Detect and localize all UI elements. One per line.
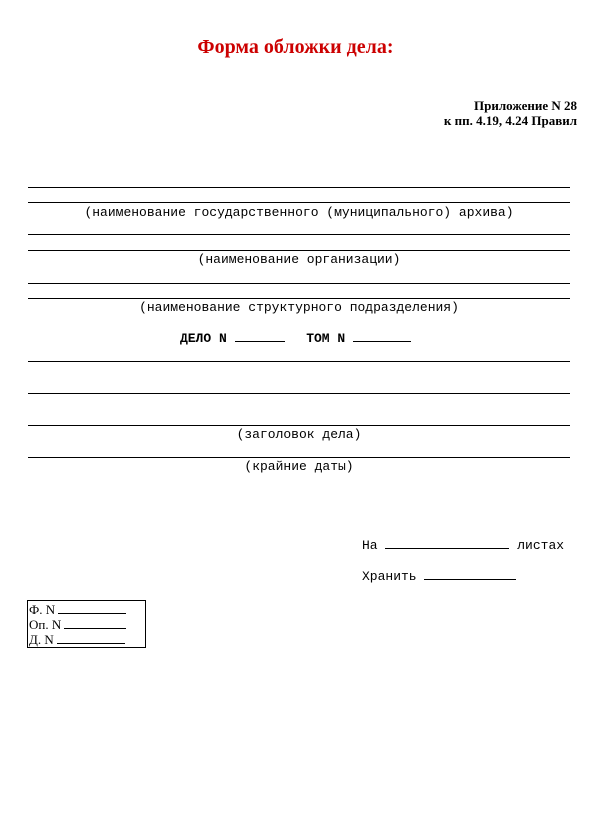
sheets-prefix: На xyxy=(362,538,378,553)
volume-number-label: ТОМ N xyxy=(306,331,346,346)
dates-caption: (крайние даты) xyxy=(244,459,354,474)
archive-line-1 xyxy=(28,187,570,188)
sheets-count-field[interactable] xyxy=(385,538,509,549)
organization-caption: (наименование организации) xyxy=(197,252,401,267)
appendix-number: Приложение N 28 xyxy=(474,98,577,113)
case-title-line-3 xyxy=(28,425,570,426)
case-number-label: ДЕЛО N xyxy=(179,331,227,346)
fond-row xyxy=(29,602,145,617)
department-line-2 xyxy=(28,298,570,299)
storage-label: Хранить xyxy=(362,569,417,584)
opis-field[interactable] xyxy=(64,619,126,629)
case-number-field[interactable] xyxy=(235,331,285,342)
fond-field[interactable] xyxy=(58,604,126,614)
archive-line-2 xyxy=(28,202,570,203)
sheets-count xyxy=(362,538,564,553)
volume-number-field[interactable] xyxy=(353,331,411,342)
case-title-line-1 xyxy=(28,361,570,362)
sheets-suffix: листах xyxy=(517,538,565,553)
page-title: Форма обложки дела: xyxy=(197,36,394,58)
case-title-caption: (заголовок дела) xyxy=(236,427,362,442)
opis-row xyxy=(29,617,145,632)
dates-line xyxy=(28,457,570,458)
opis-label: Оп. N xyxy=(29,617,62,632)
organization-line-1 xyxy=(28,234,570,235)
organization-line-2 xyxy=(28,250,570,251)
department-line-1 xyxy=(28,283,570,284)
case-volume-line xyxy=(0,331,591,346)
delo-field[interactable] xyxy=(57,634,125,644)
archive-caption: (наименование государственного (муниципального) архива) xyxy=(84,205,514,220)
case-title-line-2 xyxy=(28,393,570,394)
appendix-reference xyxy=(444,98,577,128)
archive-codes-box xyxy=(27,600,146,648)
delo-row xyxy=(29,632,145,647)
storage-period xyxy=(362,569,516,584)
storage-period-field[interactable] xyxy=(424,569,516,580)
department-caption: (наименование структурного подразделения) xyxy=(139,300,459,315)
delo-label: Д. N xyxy=(29,632,54,647)
fond-label: Ф. N xyxy=(29,602,56,617)
appendix-rules-ref: к пп. 4.19, 4.24 Правил xyxy=(443,113,577,128)
